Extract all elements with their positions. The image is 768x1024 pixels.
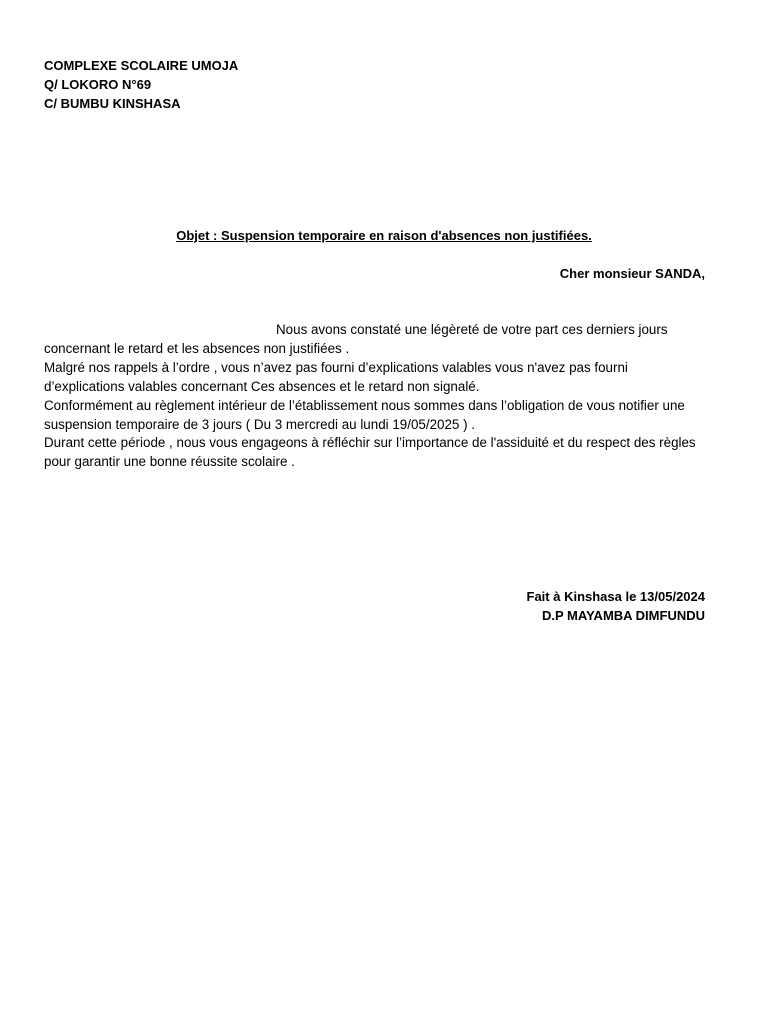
sender-block bbox=[44, 56, 238, 113]
sender-address-line1: Q/ LOKORO N°69 bbox=[44, 77, 152, 92]
body-paragraph-4: Durant cette période , nous vous engageons à réfléchir sur l’importance de l'assiduité et du respect des règles pour garantir une bonne réussite scolaire . bbox=[44, 435, 696, 470]
letter-subject: Objet : Suspension temporaire en raison d'absences non justifiées. bbox=[176, 228, 592, 243]
place-date: Fait à Kinshasa le 13/05/2024 bbox=[526, 589, 705, 604]
salutation: Cher monsieur SANDA, bbox=[559, 266, 705, 281]
signatory-name: D.P MAYAMBA DIMFUNDU bbox=[542, 608, 705, 623]
sender-name: COMPLEXE SCOLAIRE UMOJA bbox=[44, 58, 239, 73]
letter-body bbox=[44, 321, 709, 472]
body-paragraph-1: Nous avons constaté une légèreté de votre part ces derniers jours concernant le retard et les absences non justifiées . bbox=[44, 322, 668, 356]
body-paragraph-2: Malgré nos rappels à l’ordre , vous n’avez pas fourni d’explications valables vous n'avez pas fourni d’explications valables concernant Ces absences et le retard non signalé. bbox=[44, 359, 628, 394]
sender-address-line2: C/ BUMBU KINSHASA bbox=[44, 96, 181, 111]
closing-block bbox=[527, 587, 706, 625]
body-paragraph-3: Conformément au règlement intérieur de l’établissement nous sommes dans l’obligation de vous notifier une suspension temporaire de 3 jours ( Du 3 mercredi au lundi 19/05/2025 ) . bbox=[44, 397, 685, 432]
